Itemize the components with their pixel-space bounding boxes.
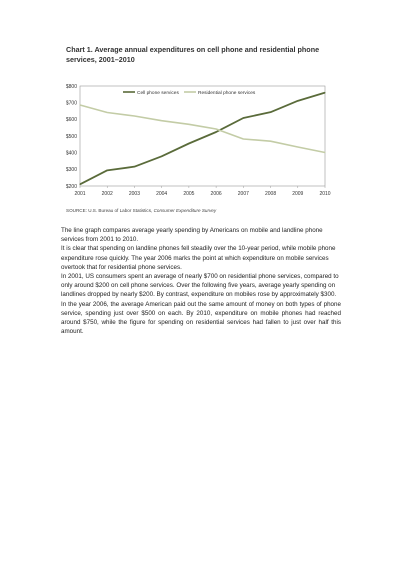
data-point-cell bbox=[297, 100, 298, 101]
essay-paragraph-4: In the year 2006, the average American paid out the same amount of money on both types of phone service, spending just over $500 on each. By 2010, expenditure on mobile phones had reached around $750, while the figure for spending on residential services had fallen to just over half this amount. bbox=[61, 300, 341, 336]
series-line-cell bbox=[80, 93, 325, 185]
legend-label: Residential phone services bbox=[198, 91, 256, 96]
essay-paragraph-2: It is clear that spending on landline phones fell steadily over the 10-year period, while mobile phone expenditure rose quickly. The year 2006 marks the point at which expenditure on mobile services overtook that for residential phone services. bbox=[61, 245, 336, 271]
series-line-residential bbox=[80, 105, 325, 153]
data-point-cell bbox=[161, 156, 162, 157]
data-point-cell bbox=[216, 132, 217, 133]
essay-paragraph-1: The line graph compares average yearly spending by Americans on mobile and landline phone services from 2001 to 2010. bbox=[61, 227, 323, 244]
x-tick-label: 2001 bbox=[74, 191, 86, 197]
data-point-residential bbox=[80, 105, 81, 106]
data-point-residential bbox=[216, 129, 217, 130]
y-tick-label: $200 bbox=[65, 183, 77, 190]
data-point-residential bbox=[107, 112, 108, 113]
data-point-residential bbox=[134, 116, 135, 117]
data-point-residential bbox=[297, 147, 298, 148]
data-point-residential bbox=[161, 120, 162, 121]
x-tick-label: 2004 bbox=[156, 191, 168, 197]
data-point-cell bbox=[80, 184, 81, 185]
y-tick-label: $800 bbox=[65, 83, 77, 90]
data-point-residential bbox=[325, 152, 326, 153]
plot-frame bbox=[80, 86, 325, 186]
source-name: Consumer Expenditure Survey bbox=[153, 208, 217, 213]
x-tick-label: 2009 bbox=[292, 191, 304, 197]
x-tick-label: 2010 bbox=[319, 191, 331, 197]
source-label: SOURCE: U.S. Bureau of Labor Statistics, bbox=[66, 208, 153, 213]
y-tick-label: $500 bbox=[65, 133, 77, 140]
x-tick-label: 2007 bbox=[237, 191, 249, 197]
data-point-cell bbox=[325, 92, 326, 93]
x-tick-label: 2008 bbox=[264, 191, 277, 197]
chart-title: Chart 1. Average annual expenditures on cell phone and residential phone services, 2001–2010 bbox=[66, 45, 320, 64]
essay-text bbox=[61, 226, 341, 336]
plot-area bbox=[66, 84, 331, 197]
data-point-cell bbox=[134, 166, 135, 167]
y-tick-label: $700 bbox=[65, 100, 77, 107]
x-tick-label: 2005 bbox=[183, 191, 195, 197]
data-point-residential bbox=[243, 139, 244, 140]
data-point-cell bbox=[270, 112, 271, 113]
data-point-cell bbox=[188, 143, 189, 144]
data-point-cell bbox=[243, 118, 244, 119]
x-tick-label: 2006 bbox=[210, 191, 222, 197]
essay-paragraph-3: In 2001, US consumers spent an average of nearly $700 on residential phone services, compared to only around $200 on cell phone services. Over the following five years, average yearly spending on landlines dropped by nearly $200. By contrast, expenditure on mobiles rose by approximately $300. bbox=[61, 273, 339, 299]
y-tick-label: $400 bbox=[65, 150, 77, 157]
x-tick-label: 2003 bbox=[128, 191, 141, 197]
legend-label: Cell phone services bbox=[137, 91, 179, 96]
data-point-residential bbox=[270, 141, 271, 142]
x-tick-label: 2002 bbox=[101, 191, 113, 197]
y-tick-label: $600 bbox=[65, 117, 77, 124]
y-tick-label: $300 bbox=[65, 167, 77, 174]
data-point-cell bbox=[107, 170, 108, 171]
data-point-residential bbox=[188, 124, 189, 125]
chart-source bbox=[66, 208, 216, 213]
